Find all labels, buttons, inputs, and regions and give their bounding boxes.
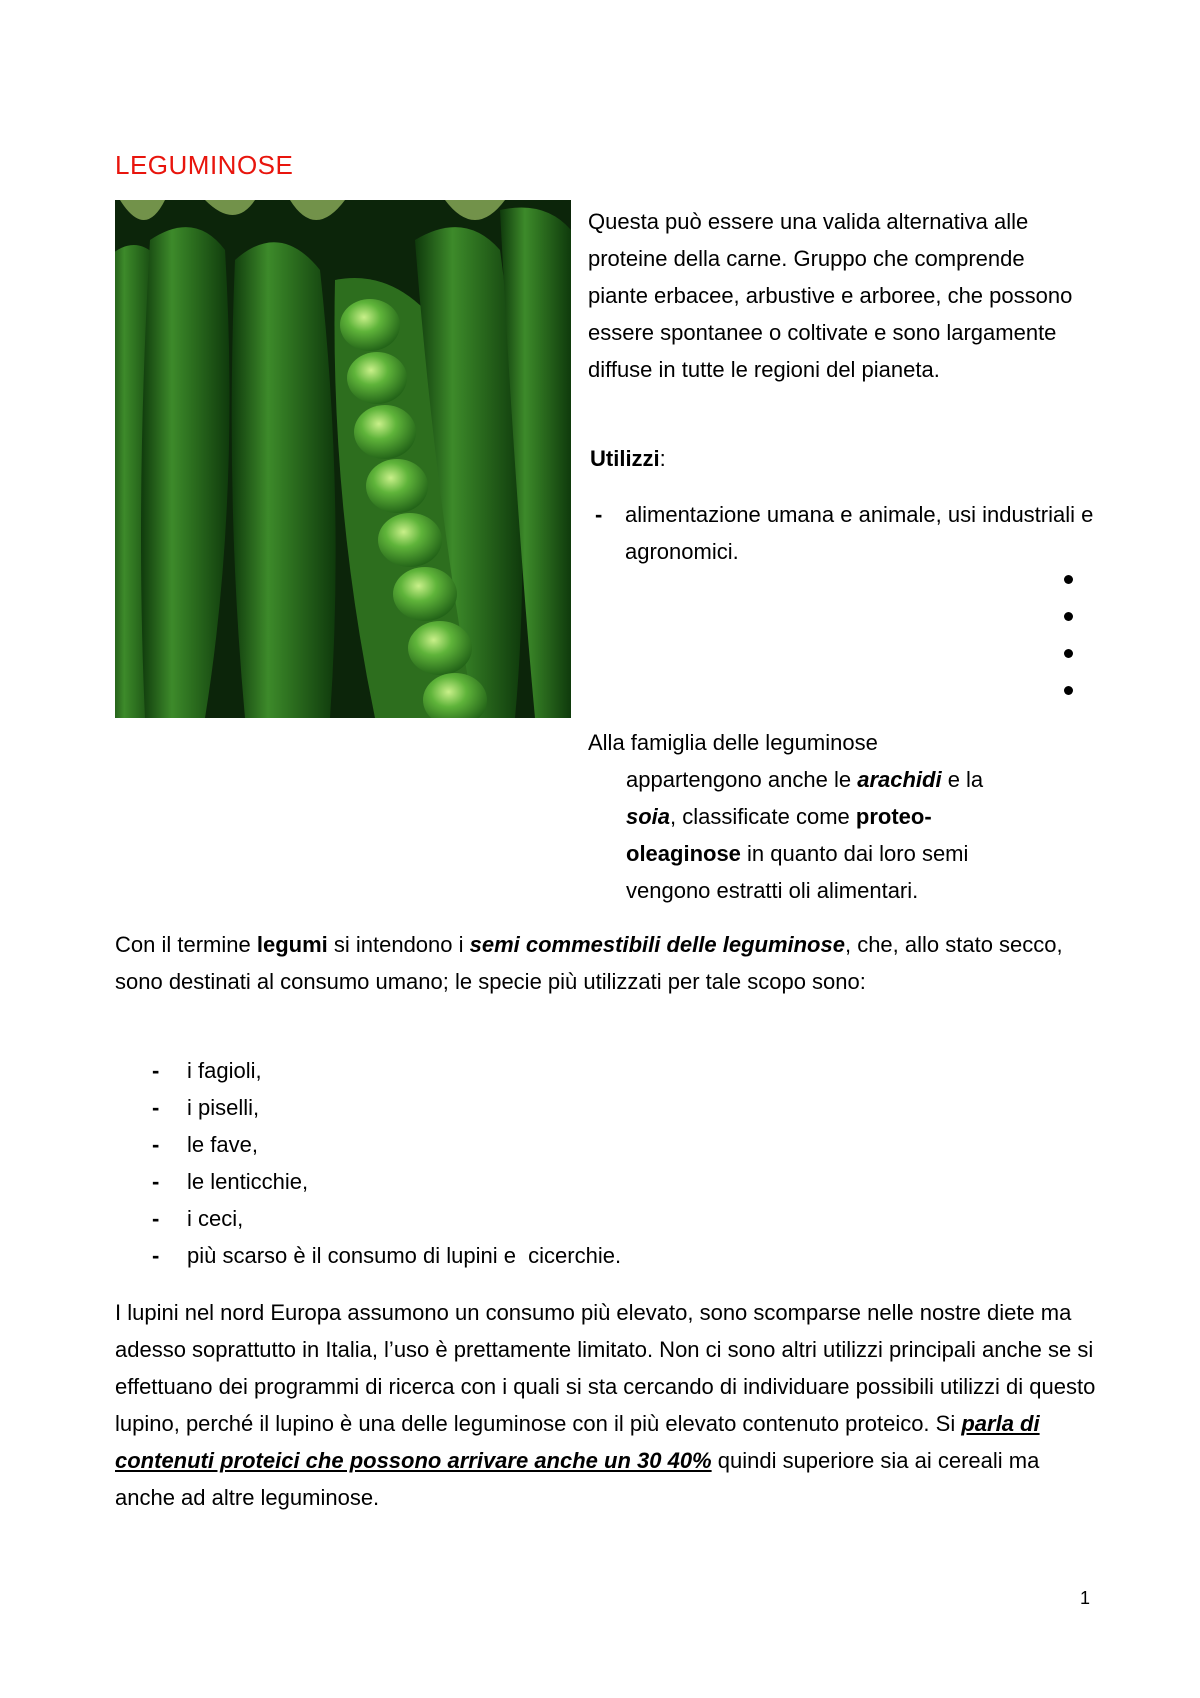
bullet-icon (1064, 649, 1073, 658)
legumi-list (152, 1052, 621, 1274)
intro-paragraph: Questa può essere una valida alternativa alle proteine della carne. Gruppo che comprende piante erbacee, arbustive e arboree, che possono essere spontanee o coltivate e sono largamente diffuse in tutte le regioni del pianeta. (588, 209, 1073, 382)
alla-famiglia-paragraph: Alla famiglia delle leguminose appartengono anche le arachidi e la soia, classificate come proteo- oleaginose in quanto dai loro semi vengono estratti oli alimentari. (588, 730, 984, 903)
list-item: - i ceci, (152, 1206, 244, 1231)
empty-bullet-list (1064, 575, 1073, 723)
pea-pods-photo (115, 200, 571, 718)
list-dash: - (595, 502, 603, 527)
bullet-icon (1064, 575, 1073, 584)
page-number: 1 (1080, 1588, 1091, 1608)
list-item: - le fave, (152, 1132, 258, 1157)
list-item: - i piselli, (152, 1095, 260, 1120)
list-item: - più scarso è il consumo di lupini e cicerchie. (152, 1243, 622, 1268)
utilizzi-heading: Utilizzi: (590, 446, 666, 471)
legumi-paragraph: Con il termine legumi si intendono i semi commestibili delle leguminose, che, allo stato secco, sono destinati al consumo umano; le specie più utilizzati per tale scopo sono: (115, 932, 1063, 994)
pod-shape (232, 242, 336, 718)
utilizzi-list (595, 496, 1095, 570)
bullet-icon (1064, 686, 1073, 695)
list-item: - i fagioli, (152, 1058, 262, 1083)
bullet-icon (1064, 612, 1073, 621)
page-title: LEGUMINOSE (115, 150, 294, 180)
lupini-paragraph: I lupini nel nord Europa assumono un consumo più elevato, sono scomparse nelle nostre diete ma adesso soprattutto in Italia, l’uso è prettamente limitato. Non ci sono altri utilizzi principali anche se si effettuano dei programmi di ricerca con i quali si sta cercando di individuare possibili utilizzi di questo lupino, perché il lupino è una delle leguminose con il più elevato contenuto proteico. Si parla di contenuti proteici che possono arrivare anche un 30 40% quindi superiore sia ai cereali ma anche ad altre leguminose. (115, 1300, 1096, 1510)
list-item: - le lenticchie, (152, 1169, 309, 1194)
list-item: alimentazione umana e animale, usi industriali e agronomici. (625, 502, 1094, 564)
